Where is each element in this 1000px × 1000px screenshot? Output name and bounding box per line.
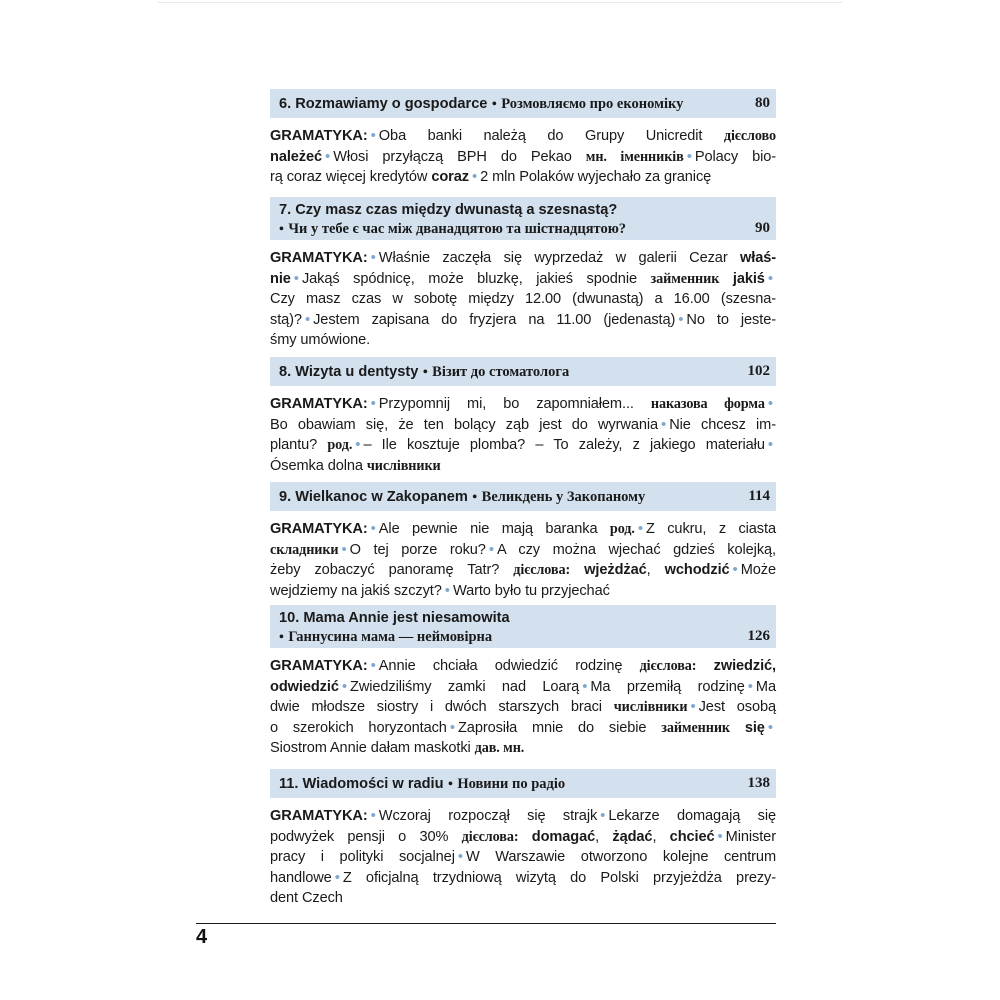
grammar-term-ua: наказова форма <box>650 396 765 412</box>
grammar-text: Polacy bio- <box>694 148 777 165</box>
grammar-text: Jestem zapisana do fryzjera na 11.00 (jedenastą) <box>313 311 676 328</box>
grammar-text: o szerokich horyzontach <box>270 719 447 736</box>
grammar-text: Oba banki należą do Grupy Unicredit <box>378 128 724 144</box>
toc-section-7 <box>270 197 776 351</box>
grammar-text: dent Czech <box>270 890 343 907</box>
section-header[interactable] <box>270 197 776 240</box>
grammar-text: O tej porze roku? <box>349 541 486 558</box>
grammar-label: GRAMATYKA: <box>270 521 368 537</box>
grammar-term-pl: żądać <box>612 828 653 845</box>
grammar-label: GRAMATYKA: <box>270 128 368 144</box>
grammar-text: Jest osobą <box>698 699 776 716</box>
grammar-text: dwie młodsze siostry i dwóch starszych braci <box>270 699 614 716</box>
grammar-text: No to jeste- <box>686 311 776 328</box>
grammar-summary: GRAMATYKA: • Przypomnij mi, bo zapomniałem... наказова форма • Bo obawiam się, że ten bolący ząb jest do wyrwania • Nie chcesz im- plantu? род. • – Ile kosztuje plomba? – To zależy, z jakiego materiału • Ósemka dolna числівники <box>270 395 777 474</box>
grammar-text: Annie chciała odwiedzić rodzinę <box>378 658 640 674</box>
grammar-text: Przypomnij mi, bo zapomniałem... <box>378 396 651 412</box>
section-title-ua: Новини по радіо <box>457 776 566 792</box>
grammar-term-pl: wjeżdżać <box>584 562 647 579</box>
grammar-label: GRAMATYKA: <box>270 658 368 674</box>
grammar-term-ua: займенник <box>661 719 730 736</box>
grammar-text: Z oficjalną trzydniową wizytą do Polski przyjeżdża prezy- <box>342 869 776 886</box>
grammar-text: Minister <box>725 828 776 845</box>
section-title-pl: 7. Czy masz czas między dwunastą a szesnastą? <box>279 202 618 218</box>
grammar-summary: GRAMATYKA: • Annie chciała odwiedzić rodzinę дієслова: zwiedzić, odwiedzić • Zwiedziliśmy zamki nad Loarą • Ma przemiłą rodzinę • Ma dwie młodsze siostry i dwóch starszych braci числівники • Jest osobą o szerokich horyzontach • Zaprosiła mnie do siebie займенник się • Siostrom Annie dałam maskotki дав. мн. <box>270 657 776 757</box>
section-title-ua: Розмовляємо про економіку <box>501 96 684 112</box>
section-title-ua: Великдень у Закопаному <box>481 489 646 505</box>
grammar-term-ua: займенник <box>650 270 720 287</box>
section-title-pl: 9. Wielkanoc w Zakopanem <box>279 489 468 505</box>
grammar-term-pl: odwiedzić <box>270 678 339 695</box>
section-title-pl: 10. Mama Annie jest niesamowita <box>279 610 510 626</box>
grammar-term-ua: дав. мн. <box>474 740 525 757</box>
grammar-text: W Warszawie otworzono kolejne centrum <box>466 849 777 866</box>
grammar-text: Zaprosiła mnie do siebie <box>457 719 662 736</box>
toc-section-6 <box>270 89 776 188</box>
grammar-summary: GRAMATYKA: • Wczoraj rozpoczął się strajk • Lekarze domagają się podwyżek pensji o 30% дієслова: domagać, żądać, chcieć • Minister pracy i polityki socjalnej • W Warszawie otworzono kolejne centrum handlowe • Z oficjalną trzydniową wizytą do Polski przyjeżdża prezy- dent Czech <box>270 807 777 907</box>
section-page-number: 90 <box>755 220 770 236</box>
section-header[interactable] <box>270 605 776 648</box>
grammar-text: żeby zobaczyć panoramę Tatr? <box>270 562 514 579</box>
grammar-text: Ale pewnie nie mają baranka <box>378 521 610 537</box>
grammar-term-ua: род. <box>609 521 635 537</box>
section-title-ua: Візит до стоматолога <box>432 364 570 380</box>
top-divider <box>158 2 842 3</box>
grammar-term-pl: należeć <box>270 148 323 165</box>
toc-section-10 <box>270 605 776 759</box>
title-separator: • <box>279 630 284 645</box>
grammar-term-pl: wchodzić <box>664 562 730 579</box>
grammar-text: Z cukru, z ciasta <box>645 521 776 537</box>
title-separator: • <box>491 97 497 112</box>
grammar-term-ua: числівники <box>613 699 688 716</box>
grammar-text: Warto było tu przyjechać <box>452 582 610 599</box>
grammar-text: wejdziemy na jakiś szczyt? <box>270 582 442 599</box>
grammar-label: GRAMATYKA: <box>270 396 368 412</box>
title-separator: • <box>472 490 478 505</box>
grammar-term-ua: дієслова: <box>513 562 571 579</box>
grammar-text: Wczoraj rozpoczął się strajk <box>378 808 598 824</box>
section-header[interactable] <box>270 357 776 386</box>
grammar-text: handlowe <box>270 869 332 886</box>
grammar-text: Ma <box>755 678 776 695</box>
grammar-term-ua: дієслово <box>723 128 776 144</box>
section-title-ua: Ганнусина мама — неймовірна <box>288 629 493 645</box>
title-separator: • <box>447 777 453 792</box>
grammar-text: Zwiedziliśmy zamki nad Loarą <box>350 678 580 695</box>
grammar-text: Właśnie zaczęła się wyprzedaż w galerii Cezar <box>378 250 740 266</box>
toc-section-11 <box>270 769 776 909</box>
grammar-text: Czy masz czas w sobotę między 12.00 (dwunastą) a 16.00 (szesna- <box>270 291 776 308</box>
grammar-term-pl: domagać <box>531 828 596 845</box>
grammar-text: Siostrom Annie dałam maskotki <box>270 740 475 757</box>
section-title-pl: 6. Rozmawiamy o gospodarce <box>279 96 488 112</box>
grammar-term-pl: coraz <box>431 169 469 186</box>
grammar-term-pl: chcieć <box>669 828 715 845</box>
grammar-text: Nie chcesz im- <box>669 416 777 433</box>
grammar-text: Ma przemiłą rodzinę <box>590 678 745 695</box>
grammar-term-pl: zwiedzić, <box>713 658 776 674</box>
grammar-term-pl: właś- <box>740 250 776 266</box>
toc-section-9 <box>270 482 776 601</box>
grammar-summary: GRAMATYKA: • Oba banki należą do Grupy Unicredit дієслово należeć • Włosi przyłączą BPH do Pekao мн. іменників • Polacy bio- rą coraz więcej kredytów coraz • 2 mln Polaków wyjechało za granicę <box>270 127 777 186</box>
title-separator: • <box>422 365 428 380</box>
section-page-number: 102 <box>747 363 770 379</box>
grammar-text: pracy i polityki socjalnej <box>270 849 455 866</box>
grammar-summary: GRAMATYKA: • Ale pewnie nie mają baranka род. • Z cukru, z ciasta складники • O tej porze roku? • A czy można wjechać gdzieś kolejką, żeby zobaczyć panoramę Tatr? дієслова: wjeżdżać, wchodzić • Może wejdziemy na jakiś szczyt? • Warto było tu przyjechać <box>270 520 776 599</box>
grammar-text: – Ile kosztuje plomba? – To zależy, z jakiego materiału <box>363 437 765 454</box>
grammar-text: stą)? <box>270 311 302 328</box>
section-header[interactable] <box>270 482 776 511</box>
grammar-label: GRAMATYKA: <box>270 808 368 824</box>
section-page-number: 114 <box>748 488 770 504</box>
section-title-pl: 11. Wiadomości w radiu <box>279 776 444 792</box>
grammar-text: Lekarze domagają się <box>608 808 776 824</box>
section-header[interactable] <box>270 89 776 118</box>
section-title-pl: 8. Wizyta u dentysty <box>279 364 419 380</box>
grammar-text: rą coraz więcej kredytów <box>270 169 432 186</box>
section-page-number: 138 <box>747 775 770 791</box>
footer-divider <box>196 923 776 924</box>
toc-section-8 <box>270 357 776 476</box>
grammar-term-pl: jakiś <box>732 270 765 287</box>
grammar-text: Może <box>740 562 776 579</box>
grammar-term-pl: się <box>744 719 765 736</box>
section-header[interactable] <box>270 769 776 798</box>
section-title-ua: Чи у тебе є час між дванадцятою та шістнадцятою? <box>288 221 627 237</box>
grammar-text: Włosi przyłączą BPH do Pekao <box>333 148 586 165</box>
section-page-number: 80 <box>755 95 770 111</box>
grammar-text: Bo obawiam się, że ten bolący ząb jest do wyrwania <box>270 416 659 433</box>
grammar-summary: GRAMATYKA: • Właśnie zaczęła się wyprzedaż w galerii Cezar właś- nie • Jakąś spódnicę, może bluzkę, jakieś spodnie займенник jakiś • Czy masz czas w sobotę między 12.00 (dwunastą) a 16.00 (szesna- stą)? • Jestem zapisana do fryzjera na 11.00 (jedenastą) • No to jeste- śmy umówione. <box>270 249 776 349</box>
grammar-text: śmy umówione. <box>270 332 371 349</box>
grammar-text: Ósemka dolna <box>270 457 367 474</box>
grammar-term-ua: мн. іменників <box>585 148 684 165</box>
page-number: 4 <box>196 926 208 948</box>
grammar-text: podwyżek pensji o 30% <box>270 828 462 845</box>
grammar-text: plantu? <box>270 437 328 454</box>
grammar-text: 2 mln Polaków wyjechało za granicę <box>480 169 712 186</box>
grammar-text: A czy można wjechać gdzieś kolejką, <box>496 541 776 558</box>
grammar-term-pl: nie <box>270 270 291 287</box>
grammar-term-ua: складники <box>270 541 339 558</box>
grammar-term-ua: числівники <box>366 457 441 474</box>
grammar-term-ua: дієслова: <box>639 658 697 674</box>
grammar-text: Jakąś spódnicę, może bluzkę, jakieś spodnie <box>301 270 651 287</box>
grammar-label: GRAMATYKA: <box>270 250 368 266</box>
section-page-number: 126 <box>747 628 770 644</box>
title-separator: • <box>279 222 284 237</box>
grammar-term-ua: род. <box>327 437 353 454</box>
grammar-term-ua: дієслова: <box>461 828 519 845</box>
